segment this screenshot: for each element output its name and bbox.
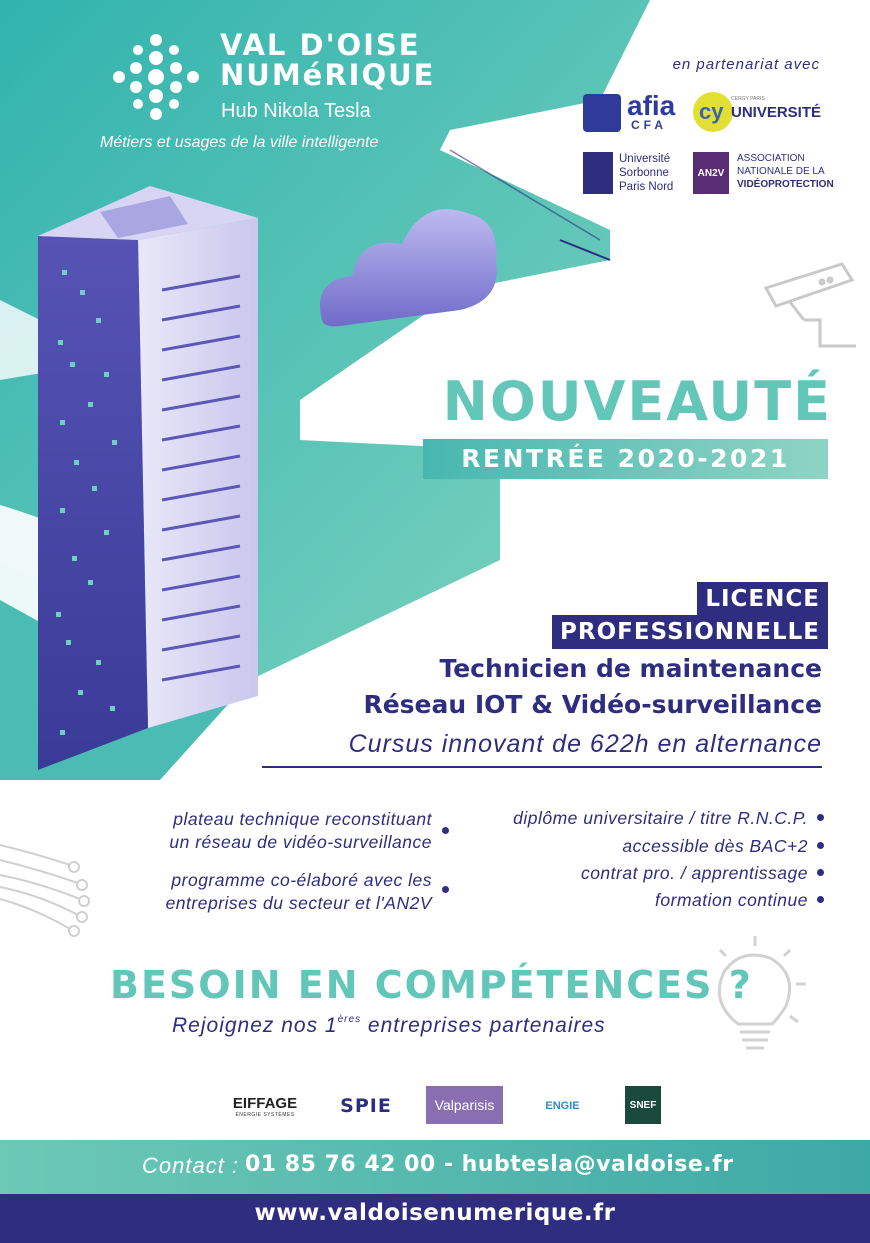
feature-left-2-line2: entreprises du secteur et l'AN2V [165,893,432,913]
licence-professionnelle-label: PROFESSIONNELLE [552,615,828,649]
brand-block [100,28,436,158]
valparisis-logo: Valparisis [426,1086,503,1124]
cy-small: CERGY PARIS [731,96,765,102]
besoin-sub-after: entreprises partenaires [361,1014,606,1037]
engie-logo: ENGIE [545,1100,580,1112]
eiffage-sub: ÉNERGIE SYSTÈMES [235,1111,295,1118]
usp-mark-icon [583,152,613,194]
an2v-mark: AN2V [693,152,729,194]
partners-title: en partenariat avec [672,56,820,73]
brand-hub: Hub Nikola Tesla [221,100,371,122]
usp-text [619,152,673,194]
afia-sub: CFA [631,118,667,132]
feature-left-1-line1: plateau technique reconstituant [173,809,432,829]
spie-logo: SPIE [340,1095,392,1117]
usp-line1: Université [619,153,671,165]
bullet-icon [817,842,824,849]
bullet-icon [817,814,824,821]
bullet-icon [817,869,824,876]
bullet-icon [442,827,449,834]
brand-name-line2: NUMéRIQUE [220,58,436,92]
besoin-sub-sup: ères [337,1014,362,1025]
brand-tagline: Métiers et usages de la ville intelligente [100,134,379,151]
eiffage-name: EIFFAGE [232,1094,298,1112]
network-logo-icon [106,32,206,122]
feature-right-1: diplôme universitaire / titre R.N.C.P. [513,808,808,828]
feature-right-2: accessible dès BAC+2 [622,836,808,856]
headline: NOUVEAUTÉ [442,370,832,433]
an2v-line1: ASSOCIATION [737,153,805,164]
brand-name [220,30,435,90]
afia-cfa-logo [583,90,683,134]
programme-title-line2: Réseau IOT & Vidéo-surveillance [363,690,822,719]
feature-left-2-line1: programme co-élaboré avec les [171,870,432,890]
programme-title-line1: Technicien de maintenance [439,654,822,683]
feature-left-1 [169,808,432,854]
an2v-line3: VIDÉOPROTECTION [737,179,834,190]
eiffage-logo [220,1086,310,1126]
rentree-banner: RENTRÉE 2020-2021 [423,439,828,479]
cy-mark-icon [693,92,733,132]
an2v-text [737,152,834,191]
cy-universite-logo [693,92,823,134]
usp-line3: Paris Nord [619,181,674,193]
contact-label: Contact : [142,1153,240,1178]
cy-name: UNIVERSITÉ [731,104,822,121]
an2v-logo [693,150,833,196]
contact-value[interactable]: 01 85 76 42 00 - hubtesla@valdoise.fr [245,1152,734,1177]
bullet-icon [817,896,824,903]
afia-mark-icon [583,94,621,132]
usp-logo [583,152,683,196]
an2v-line2: NATIONALE DE LA [737,166,825,177]
feature-left-2 [166,869,432,915]
fiber-cables-icon [0,825,100,940]
cy-mark-text: cy [699,99,724,124]
feature-right-3: contrat pro. / apprentissage [580,863,808,883]
bullet-icon [442,886,449,893]
brand-name-line1: VAL D'OISE [220,28,421,62]
afia-name: afia [627,90,676,121]
cctv-camera-icon [760,258,860,353]
feature-right-4: formation continue [655,890,808,910]
website-link[interactable]: www.valdoisenumerique.fr [254,1200,616,1226]
besoin-sub-before: Rejoignez nos 1 [172,1014,338,1037]
divider [262,766,822,768]
snef-logo: SNEF [625,1086,661,1124]
feature-left-1-line2: un réseau de vidéo-surveillance [169,832,432,852]
besoin-title: BESOIN EN COMPÉTENCES ? [110,963,753,1007]
usp-line2: Sorbonne [619,167,669,179]
cursus-text: Cursus innovant de 622h en alternance [348,730,822,758]
besoin-subtitle [172,1014,606,1038]
licence-label: LICENCE [697,582,828,616]
